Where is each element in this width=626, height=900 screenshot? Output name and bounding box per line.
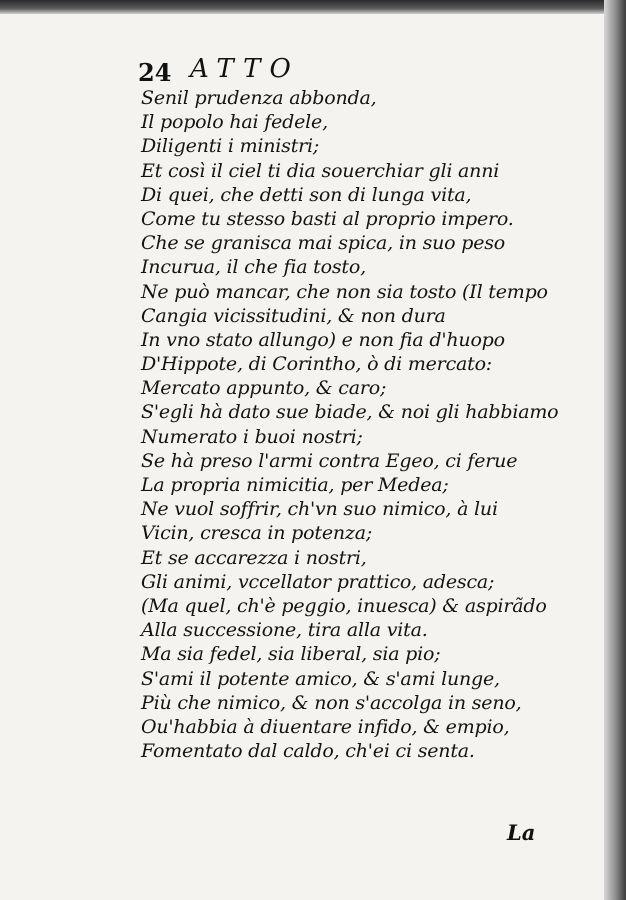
verse-line: S'egli hà dato sue biade, & noi gli habbiamo [141,401,559,424]
verse-line: S'ami il potente amico, & s'ami lunge, [141,667,500,690]
verse-line: Et così il ciel ti dia souerchiar gli anni [141,159,500,182]
verse-line: La propria nimicitia, per Medea; [141,474,449,496]
verse-line: Cangia vicissitudini, & non dura [141,304,446,327]
verse-line: Ma sia fedel, sia liberal, sia pio; [141,643,441,666]
verse-line: Di quei, che detti son di lunga vita, [141,183,472,206]
verse-line: Ou'habbia à diuentare infido, & empio, [141,715,510,738]
verse-line: Vicin, cresca in potenza; [141,522,373,545]
verse-line: Senil prudenza abbonda, [141,87,377,109]
verse-line: Ne può mancar, che non sia tosto (Il tempo [141,280,548,303]
page-gutter-shadow [604,0,626,900]
verse-line: Che se granisca mai spica, in suo peso [141,232,506,255]
running-head: ATTO [190,54,300,84]
verse-line: Più che nimico, & non s'accolga in seno, [141,691,522,714]
verse-line: Fomentato dal caldo, ch'ei ci senta. [141,740,475,763]
verse-line: Se hà preso l'armi contra Egeo, ci ferue [141,449,518,472]
catchword: La [507,820,536,845]
page-top-shadow [0,0,626,14]
verse-line: In vno stato allungo) e non fia d'huopo [141,328,505,351]
page-header [138,52,398,86]
verse-text [141,86,561,763]
verse-line: Diligenti i ministri; [141,135,320,158]
page-number: 24 [138,58,172,87]
verse-line: (Ma quel, ch'è peggio, inuesca) & aspirãdo [141,594,547,617]
verse-line: Numerato i buoi nostri; [141,425,363,448]
verse-line: Incurua, il che fia tosto, [141,256,366,279]
verse-line: D'Hippote, di Corintho, ò di mercato: [141,353,493,376]
verse-line: Gli animi, vccellator prattico, adesca; [141,570,495,593]
verse-line: Et se accarezza i nostri, [141,546,367,569]
verse-line: Come tu stesso basti al proprio impero. [141,207,514,230]
verse-line: Mercato appunto, & caro; [141,377,387,400]
verse-line: Il popolo hai fedele, [141,111,328,134]
verse-line: Ne vuol soffrir, ch'vn suo nimico, à lui [141,498,498,521]
verse-line: Alla successione, tira alla vita. [141,619,428,642]
